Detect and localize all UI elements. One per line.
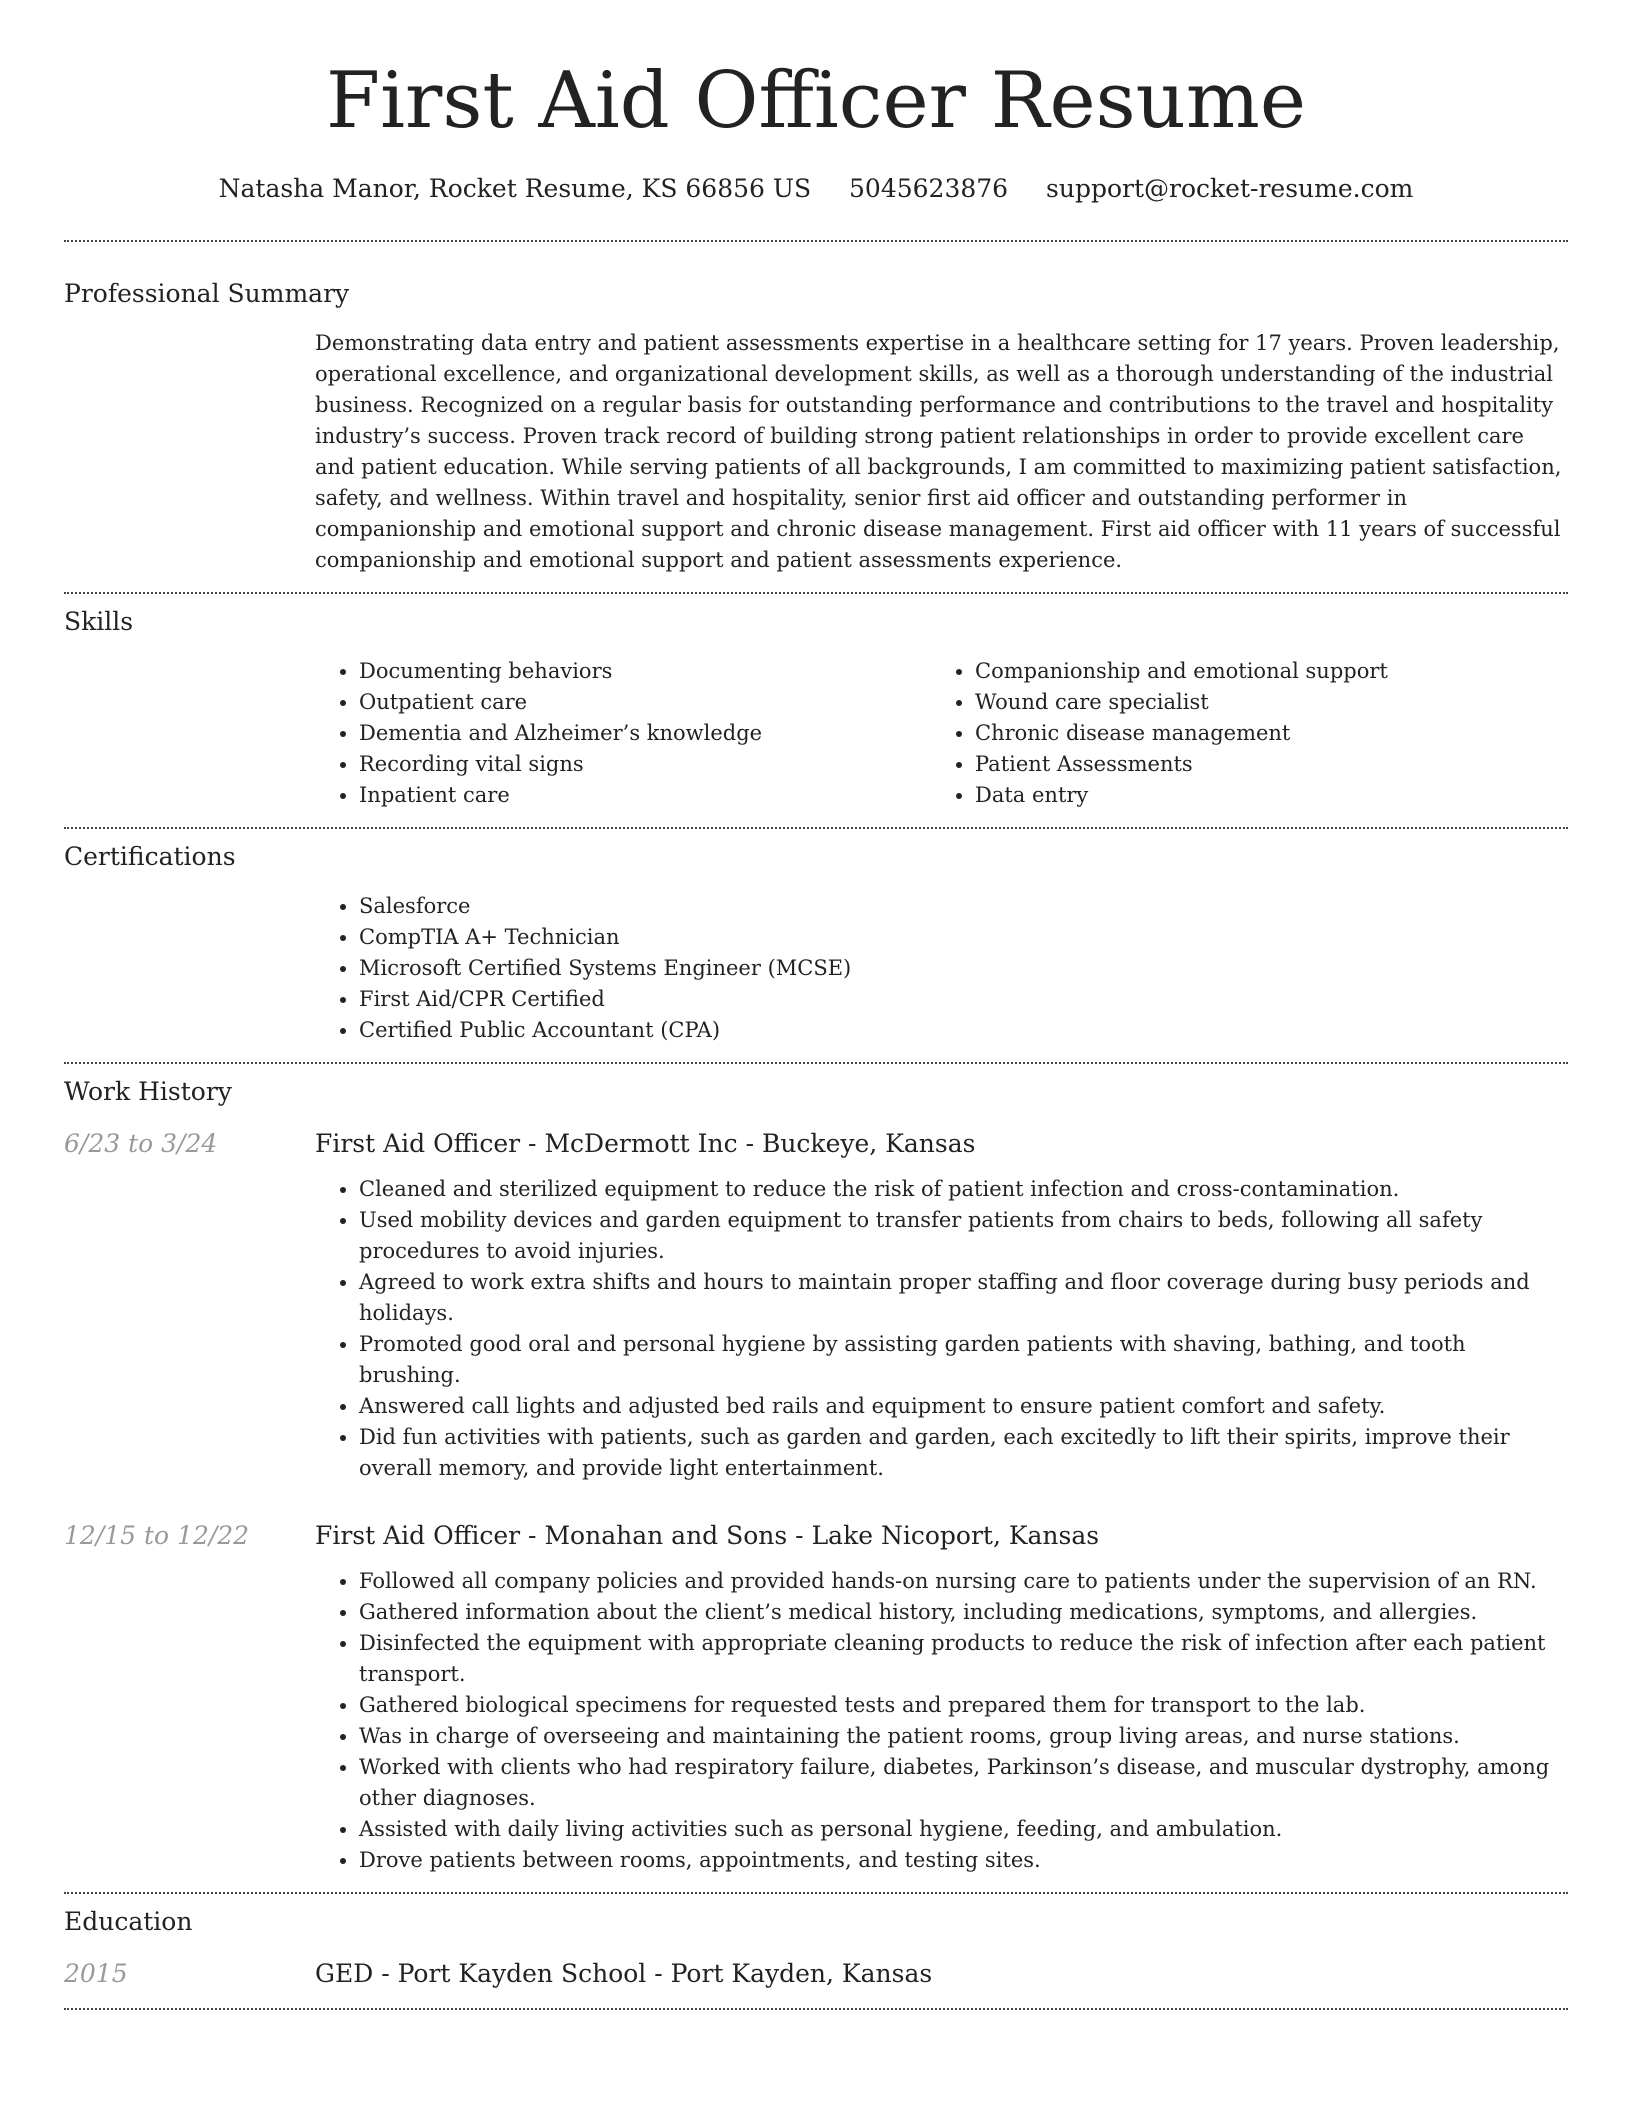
contact-email: support@rocket-resume.com (1046, 174, 1414, 203)
job-dates: 6/23 to 3/24 (64, 1129, 218, 1158)
skill-item: • Patient Assessments (975, 749, 1547, 780)
certification-item: • Certified Public Accountant (CPA) (359, 1015, 1568, 1046)
job-entry (64, 1520, 1568, 1552)
skill-item: • Companionship and emotional support (975, 656, 1547, 687)
contact-line (64, 172, 1568, 206)
skill-item: • Dementia and Alzheimer’s knowledge (359, 718, 931, 749)
resume-header (64, 0, 1568, 206)
certifications-list (315, 891, 1568, 1046)
job-bullet: • Used mobility devices and garden equipment to transfer patients from chairs to beds, following all safety procedures to avoid injuries. (359, 1205, 1568, 1267)
skill-item: • Chronic disease management (975, 718, 1547, 749)
certification-item: • First Aid/CPR Certified (359, 984, 1568, 1015)
job-bullet: • Disinfected the equipment with appropriate cleaning products to reduce the risk of infection after each patient transport. (359, 1628, 1568, 1690)
job-bullet: • Was in charge of overseeing and maintaining the patient rooms, group living areas, and nurse stations. (359, 1721, 1568, 1752)
skill-item: • Wound care specialist (975, 687, 1547, 718)
job-entry (64, 1128, 1568, 1160)
job-title: First Aid Officer - McDermott Inc - Buckeye, Kansas (315, 1129, 976, 1158)
job-bullet: • Followed all company policies and provided hands-on nursing care to patients under the supervision of an RN. (359, 1566, 1568, 1597)
job-dates: 12/15 to 12/22 (64, 1521, 250, 1550)
job-bullet: • Drove patients between rooms, appointments, and testing sites. (359, 1845, 1568, 1876)
job-bullet: • Promoted good oral and personal hygiene by assisting garden patients with shaving, bathing, and tooth brushing. (359, 1329, 1568, 1391)
job-title: First Aid Officer - Monahan and Sons - Lake Nicoport, Kansas (315, 1521, 1100, 1550)
skill-item: • Outpatient care (359, 687, 931, 718)
work-history-section (64, 1064, 1568, 1876)
divider (64, 2008, 1568, 2010)
job-details (315, 1566, 1568, 1876)
contact-address: Natasha Manor, Rocket Resume, KS 66856 US (218, 174, 812, 203)
certification-item: • Salesforce (359, 891, 1568, 922)
job-bullet: • Did fun activities with patients, such as garden and garden, each excitedly to lift their spirits, improve their overall memory, and provide light entertainment. (359, 1422, 1568, 1484)
skills-heading: Skills (64, 607, 134, 636)
job-bullet: • Agreed to work extra shifts and hours to maintain proper staffing and floor coverage during busy periods and holidays. (359, 1267, 1568, 1329)
job-bullet: • Cleaned and sterilized equipment to reduce the risk of patient infection and cross-contamination. (359, 1174, 1568, 1205)
job-bullet: • Assisted with daily living activities such as personal hygiene, feeding, and ambulation. (359, 1814, 1568, 1845)
summary-heading: Professional Summary (64, 279, 350, 308)
summary-text: Demonstrating data entry and patient assessments expertise in a healthcare setting for 17 years. Proven leadership, operational excellence, and organizational development skills, as well as a thorough understanding of the industrial business. Recognized on a regular basis for outstanding performance and contributions to the travel and hospitality industry’s success. Proven track record of building strong patient relationships in order to provide excellent care and patient education. While serving patients of all backgrounds, I am committed to maximizing patient satisfaction, safety, and wellness. Within travel and hospitality, senior first aid officer and outstanding performer in companionship and emotional support and chronic disease management. First aid officer with 11 years of successful companionship and emotional support and patient assessments experience. (315, 331, 1562, 572)
resume-title: First Aid Officer Resume (325, 56, 1307, 146)
education-heading: Education (64, 1907, 193, 1936)
skills-column-left (315, 656, 931, 811)
job-bullet: • Answered call lights and adjusted bed rails and equipment to ensure patient comfort and safety. (359, 1391, 1568, 1422)
contact-phone: 5045623876 (849, 174, 1009, 203)
job-details (315, 1174, 1568, 1484)
certification-item: • CompTIA A+ Technician (359, 922, 1568, 953)
certifications-heading: Certifications (64, 842, 236, 871)
skill-item: • Documenting behaviors (359, 656, 931, 687)
skills-section (64, 594, 1568, 811)
certifications-body (315, 891, 1568, 1046)
skill-item: • Data entry (975, 780, 1547, 811)
education-entry (64, 1958, 1568, 1990)
job-bullets (315, 1566, 1568, 1876)
skill-item: • Inpatient care (359, 780, 931, 811)
summary-section (64, 242, 1568, 576)
job-bullet: • Gathered biological specimens for requested tests and prepared them for transport to the lab. (359, 1690, 1568, 1721)
education-year: 2015 (64, 1959, 128, 1988)
education-section (64, 1894, 1568, 1990)
certification-item: • Microsoft Certified Systems Engineer (MCSE) (359, 953, 1568, 984)
job-bullet: • Worked with clients who had respiratory failure, diabetes, Parkinson’s disease, and muscular dystrophy, among other diagnoses. (359, 1752, 1568, 1814)
skills-column-right (931, 656, 1547, 811)
job-bullets (315, 1174, 1568, 1484)
certifications-section (64, 829, 1568, 1046)
education-title: GED - Port Kayden School - Port Kayden, Kansas (315, 1959, 933, 1988)
job-bullet: • Gathered information about the client’s medical history, including medications, symptoms, and allergies. (359, 1597, 1568, 1628)
skills-list (315, 656, 1568, 811)
work-history-heading: Work History (64, 1077, 232, 1106)
summary-body (315, 328, 1568, 576)
skill-item: • Recording vital signs (359, 749, 931, 780)
